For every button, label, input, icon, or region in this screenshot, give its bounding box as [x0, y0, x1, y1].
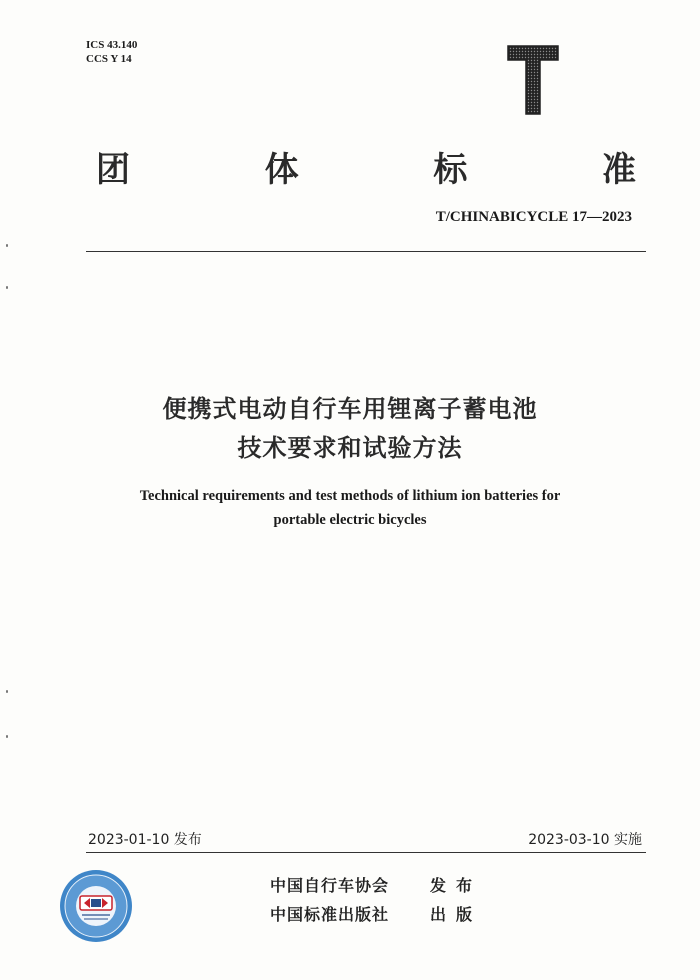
publisher-role: 发布: [430, 876, 483, 895]
publisher-row: [270, 902, 482, 925]
bottom-divider: [86, 852, 646, 853]
scan-speck: [6, 244, 8, 247]
scan-speck: [6, 735, 8, 738]
classification-codes: [86, 38, 137, 66]
issue-date: 2023-01-10 发布: [88, 832, 202, 848]
implementation-date: 2023-03-10 实施: [528, 832, 642, 848]
publisher-name: 中国自行车协会: [270, 876, 390, 895]
category-char: 体: [264, 150, 299, 190]
publisher-role: 出版: [430, 905, 483, 924]
ccs-code: CCS Y 14: [86, 53, 132, 65]
scan-speck: [6, 690, 8, 693]
category-char: 标: [433, 150, 468, 190]
group-standard-logo: [506, 44, 560, 116]
category-char: 团: [96, 150, 130, 190]
ics-code: ICS 43.140: [86, 39, 138, 51]
chinese-title-line-1: 便携式电动自行车用锂离子蓄电池: [162, 395, 538, 423]
category-char: 准: [601, 150, 636, 190]
scan-speck: [6, 286, 8, 289]
standard-number: T/CHINABICYCLE 17—2023: [435, 209, 632, 225]
top-divider: [86, 251, 646, 252]
english-title-line-1: Technical requirements and test methods of lithium ion batteries for: [139, 488, 561, 504]
anti-counterfeit-seal: [58, 868, 134, 944]
publisher-row: [270, 873, 482, 896]
publisher-name: 中国标准出版社: [270, 905, 390, 924]
english-title-line-2: portable electric bicycles: [273, 512, 427, 528]
document-category: [96, 142, 636, 190]
chinese-title-line-2: 技术要求和试验方法: [237, 434, 463, 462]
